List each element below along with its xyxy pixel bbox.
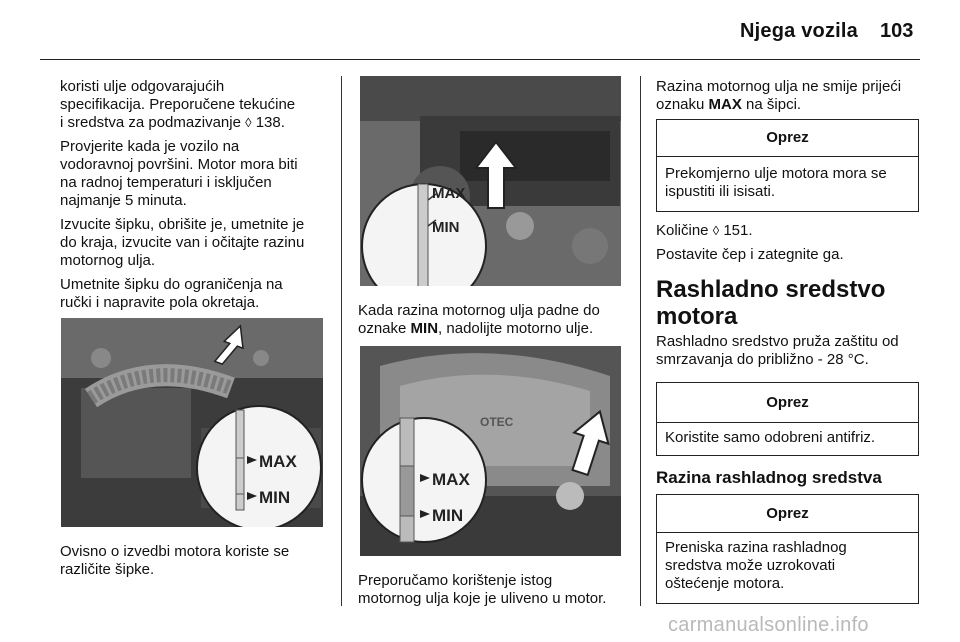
paragraph-refill-at-min: Kada razina motornog ulja padne do oznake MIN, nadolijte motorno ulje. bbox=[358, 302, 600, 337]
caution-box-text: Prekomjerno ulje motora mora se ispustiti ili isisati. bbox=[665, 165, 887, 200]
caution-box-title: Oprez bbox=[657, 495, 918, 533]
column-1-bottom bbox=[60, 543, 332, 585]
column-2-bottom bbox=[358, 572, 633, 614]
paragraph-specifications: koristi ulje odgovarajućih specifikacija. Preporučene tekućine i sredstva za podmazivanje ◊ 138. bbox=[60, 78, 296, 131]
engine-dipstick-photo-1 bbox=[61, 318, 323, 527]
caution-box-excess-oil bbox=[656, 119, 919, 212]
column-3-middle bbox=[656, 222, 924, 375]
section-heading-coolant: Rashladno sredstvo motora bbox=[656, 276, 886, 330]
caution-box-title: Oprez bbox=[657, 383, 918, 423]
paragraph-dipstick-procedure: Izvucite šipku, obrišite je, umetnite je do kraja, izvucite van i očitajte razinu motornog ulja. bbox=[60, 216, 305, 269]
caution-box-low-coolant bbox=[656, 494, 919, 604]
column-divider-2 bbox=[640, 76, 641, 606]
page-reference-link[interactable]: 138. bbox=[255, 114, 285, 131]
paragraph-recommend-same-oil: Preporučamo korištenje istog motornog ulja koje je uliveno u motor. bbox=[358, 572, 607, 607]
engine-illustration bbox=[360, 76, 621, 286]
caution-box-text: Koristite samo odobreni antifriz. bbox=[665, 429, 876, 446]
caution-box-text: Preniska razina rashladnog sredstva može uzrokovati oštećenje motora. bbox=[665, 539, 847, 592]
page-reference-icon: ◊ bbox=[712, 223, 720, 238]
paragraph-coolant-protection: Rashladno sredstvo pruža zaštitu od smrzavanja do približno - 28 °C. bbox=[656, 333, 899, 368]
paragraph-check-level: Provjerite kada je vozilo na vodoravnoj površini. Motor mora biti na radnoj temperaturi i isključen najmanje 5 minuta. bbox=[60, 138, 298, 209]
column-1 bbox=[60, 78, 332, 318]
dipstick-min-label: MIN bbox=[432, 506, 464, 525]
dipstick-min-label: MIN bbox=[432, 219, 460, 236]
caution-box-antifreeze bbox=[656, 382, 919, 456]
engine-dipstick-photo-2 bbox=[360, 76, 621, 286]
paragraph-quantities: Količine ◊ 151. bbox=[656, 222, 753, 239]
paragraph-max-warning: Razina motornog ulja ne smije prijeći oznaku MAX na šipci. bbox=[656, 78, 902, 113]
paragraph-insert-dipstick: Umetnite šipku do ograničenja na ručki i napravite pola okretaja. bbox=[60, 276, 283, 311]
dipstick-max-label: MAX bbox=[259, 452, 297, 471]
dipstick-max-label: MAX bbox=[432, 470, 470, 489]
header-divider bbox=[40, 59, 920, 60]
column-divider-1 bbox=[341, 76, 342, 606]
watermark: carmanualsonline.info bbox=[668, 614, 869, 636]
subheading-coolant-level: Razina rashladnog sredstva bbox=[656, 468, 882, 487]
page-reference-icon: ◊ bbox=[245, 115, 252, 130]
engine-dipstick-photo-3 bbox=[360, 346, 621, 556]
dipstick-min-label: MIN bbox=[259, 488, 291, 507]
engine-cover-text: OTEC bbox=[480, 415, 514, 429]
dipstick-max-label: MAX bbox=[432, 185, 466, 202]
column-2-middle bbox=[358, 302, 630, 344]
engine-illustration bbox=[61, 318, 323, 527]
paragraph-close-cap: Postavite čep i zategnite ga. bbox=[656, 246, 844, 263]
engine-illustration bbox=[360, 346, 621, 556]
running-header-title: Njega vozila bbox=[740, 20, 858, 42]
page-reference-link[interactable]: 151. bbox=[723, 222, 753, 239]
caution-box-title: Oprez bbox=[657, 120, 918, 157]
page-number: 103 bbox=[880, 20, 914, 42]
paragraph-different-dipsticks: Ovisno o izvedbi motora koriste se različite šipke. bbox=[60, 543, 290, 578]
column-3-top bbox=[656, 78, 924, 120]
